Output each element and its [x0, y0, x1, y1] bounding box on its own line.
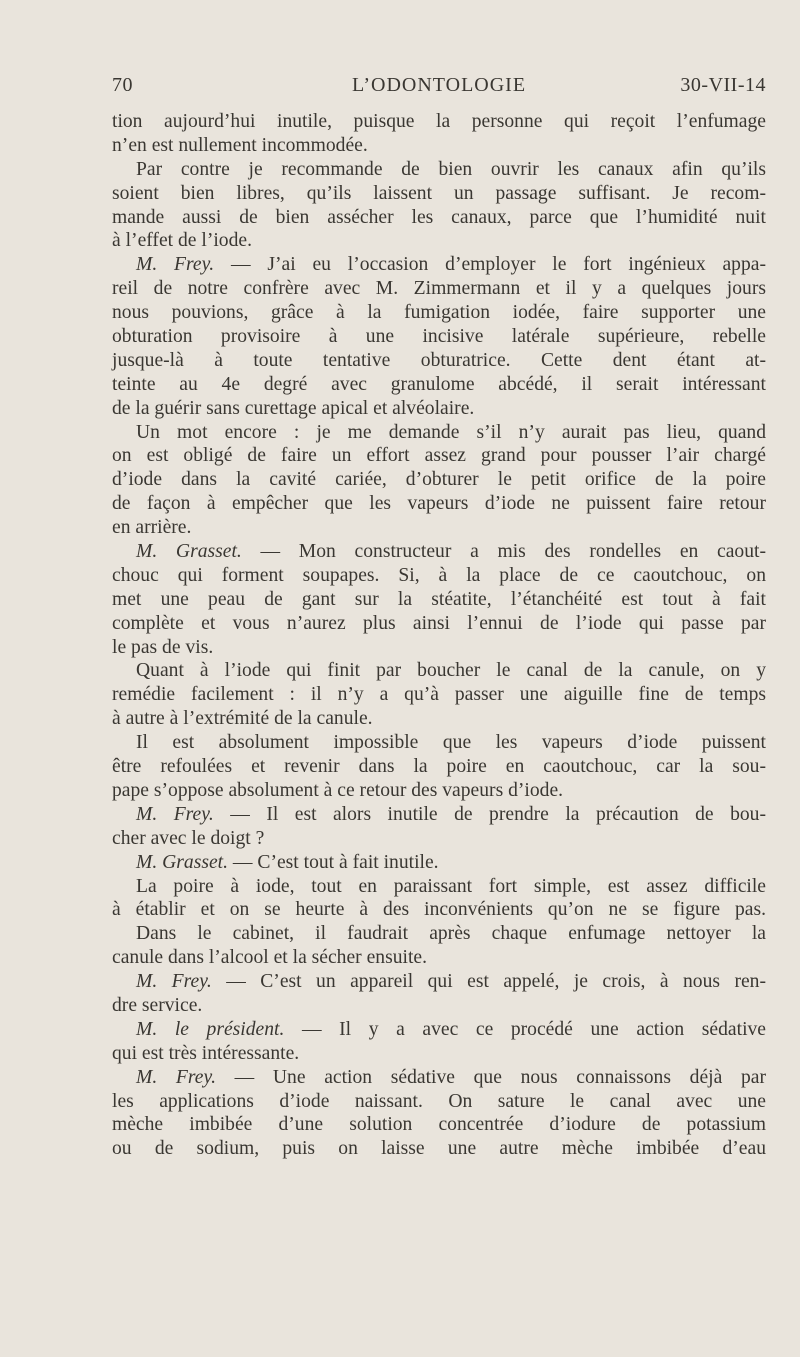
text-line: n’en est nullement incommodée.: [112, 134, 368, 156]
issue-date: 30-VII-14: [680, 74, 766, 96]
text-line: reil de notre confrère avec M. Zimmermann et il y a quelques jours: [112, 278, 766, 300]
text-line: nous pouvions, grâce à la fumigation iodée, faire supporter une: [112, 302, 766, 324]
text-line: à établir et on se heurte à des inconvénients qu’on ne se figure pas.: [112, 899, 766, 921]
text-line: Dans le cabinet, il faudrait après chaque enfumage nettoyer la: [136, 923, 766, 945]
text-line: teinte au 4e degré avec granulome abcédé, il serait intéressant: [112, 373, 766, 395]
text-line: Il est absolument impossible que les vapeurs d’iode puissent: [136, 732, 766, 754]
text-line: met une peau de gant sur la stéatite, l’étanchéité est tout à fait: [112, 588, 766, 610]
text-line: chouc qui forment soupapes. Si, à la place de ce caoutchouc, on: [112, 564, 766, 586]
text-line: en arrière.: [112, 517, 192, 539]
text-line: de la guérir sans curettage apical et alvéolaire.: [112, 397, 475, 419]
speaker-name: M. le président.: [136, 1018, 285, 1040]
text-line: mande aussi de bien assécher les canaux, parce que l’humidité nuit: [112, 206, 766, 228]
speaker-name: M. Grasset.: [136, 851, 228, 873]
text-line: à autre à l’extrémité de la canule.: [112, 708, 373, 730]
text-line: M. Frey. — J’ai eu l’occasion d’employer le fort ingénieux appa-: [136, 254, 766, 276]
text-line: les applications d’iode naissant. On sature le canal avec une: [112, 1090, 766, 1112]
text-line: tion aujourd’hui inutile, puisque la personne qui reçoit l’enfumage: [112, 111, 766, 132]
text-line: le pas de vis.: [112, 636, 214, 658]
speaker-name: M. Frey.: [136, 1066, 216, 1088]
text-line: cher avec le doigt ?: [112, 827, 265, 849]
text-line: ou de sodium, puis on laisse une autre mèche imbibée d’eau: [112, 1138, 766, 1160]
body-text: [112, 110, 766, 1161]
text-line: mèche imbibée d’une solution concentrée d’iodure de potassium: [112, 1114, 766, 1136]
text-line: de façon à empêcher que les vapeurs d’iode ne puissent faire retour: [112, 493, 766, 515]
speaker-name: M. Frey.: [136, 254, 215, 276]
text-line: M. le président. — Il y a avec ce procédé une action sédative: [136, 1018, 767, 1040]
text-line: Par contre je recommande de bien ouvrir les canaux afin qu’ils: [136, 158, 766, 180]
text-line: M. Grasset. — Mon constructeur a mis des rondelles en caout-: [136, 541, 766, 563]
text-line: M. Frey. — Il est alors inutile de prendre la précaution de bou-: [136, 803, 766, 825]
text-line: M. Frey. — Une action sédative que nous connaissons déjà par: [136, 1066, 766, 1088]
text-line: d’iode dans la cavité cariée, d’obturer le petit orifice de la poire: [112, 469, 766, 491]
speaker-name: M. Grasset.: [136, 541, 242, 563]
running-header: [112, 74, 766, 102]
page-number: 70: [112, 74, 133, 96]
journal-title: L’ODONTOLOGIE: [351, 74, 527, 96]
text-line: Quant à l’iode qui finit par boucher le canal de la canule, on y: [136, 660, 766, 682]
text-line: obturation provisoire à une incisive latérale supérieure, rebelle: [112, 326, 766, 348]
text-line: être refoulées et revenir dans la poire en caoutchouc, car la sou-: [112, 756, 766, 778]
text-line: soient bien libres, qu’ils laissent un passage suffisant. Je recom-: [112, 182, 766, 204]
text-line: La poire à iode, tout en paraissant fort simple, est assez difficile: [136, 875, 766, 897]
text-line: remédie facilement : il n’y a qu’à passer une aiguille fine de temps: [112, 684, 766, 706]
text-line: jusque-là à toute tentative obturatrice. Cette dent étant at-: [112, 349, 766, 371]
text-line: M. Grasset. — C’est tout à fait inutile.: [136, 851, 439, 873]
text-line: à l’effet de l’iode.: [112, 230, 252, 252]
text-line: canule dans l’alcool et la sécher ensuite.: [112, 947, 427, 969]
text-line: complète et vous n’aurez plus ainsi l’ennui de l’iode qui passe par: [112, 612, 766, 634]
text-line: pape s’oppose absolument à ce retour des vapeurs d’iode.: [112, 779, 564, 801]
speaker-name: M. Frey.: [136, 803, 214, 825]
text-line: Un mot encore : je me demande s’il n’y aurait pas lieu, quand: [136, 421, 766, 443]
text-line: on est obligé de faire un effort assez grand pour pousser l’air chargé: [112, 445, 766, 467]
speaker-name: M. Frey.: [136, 971, 212, 993]
text-line: dre service.: [112, 994, 203, 1016]
text-line: qui est très intéressante.: [112, 1042, 300, 1064]
text-line: M. Frey. — C’est un appareil qui est appelé, je crois, à nous ren-: [136, 971, 766, 993]
